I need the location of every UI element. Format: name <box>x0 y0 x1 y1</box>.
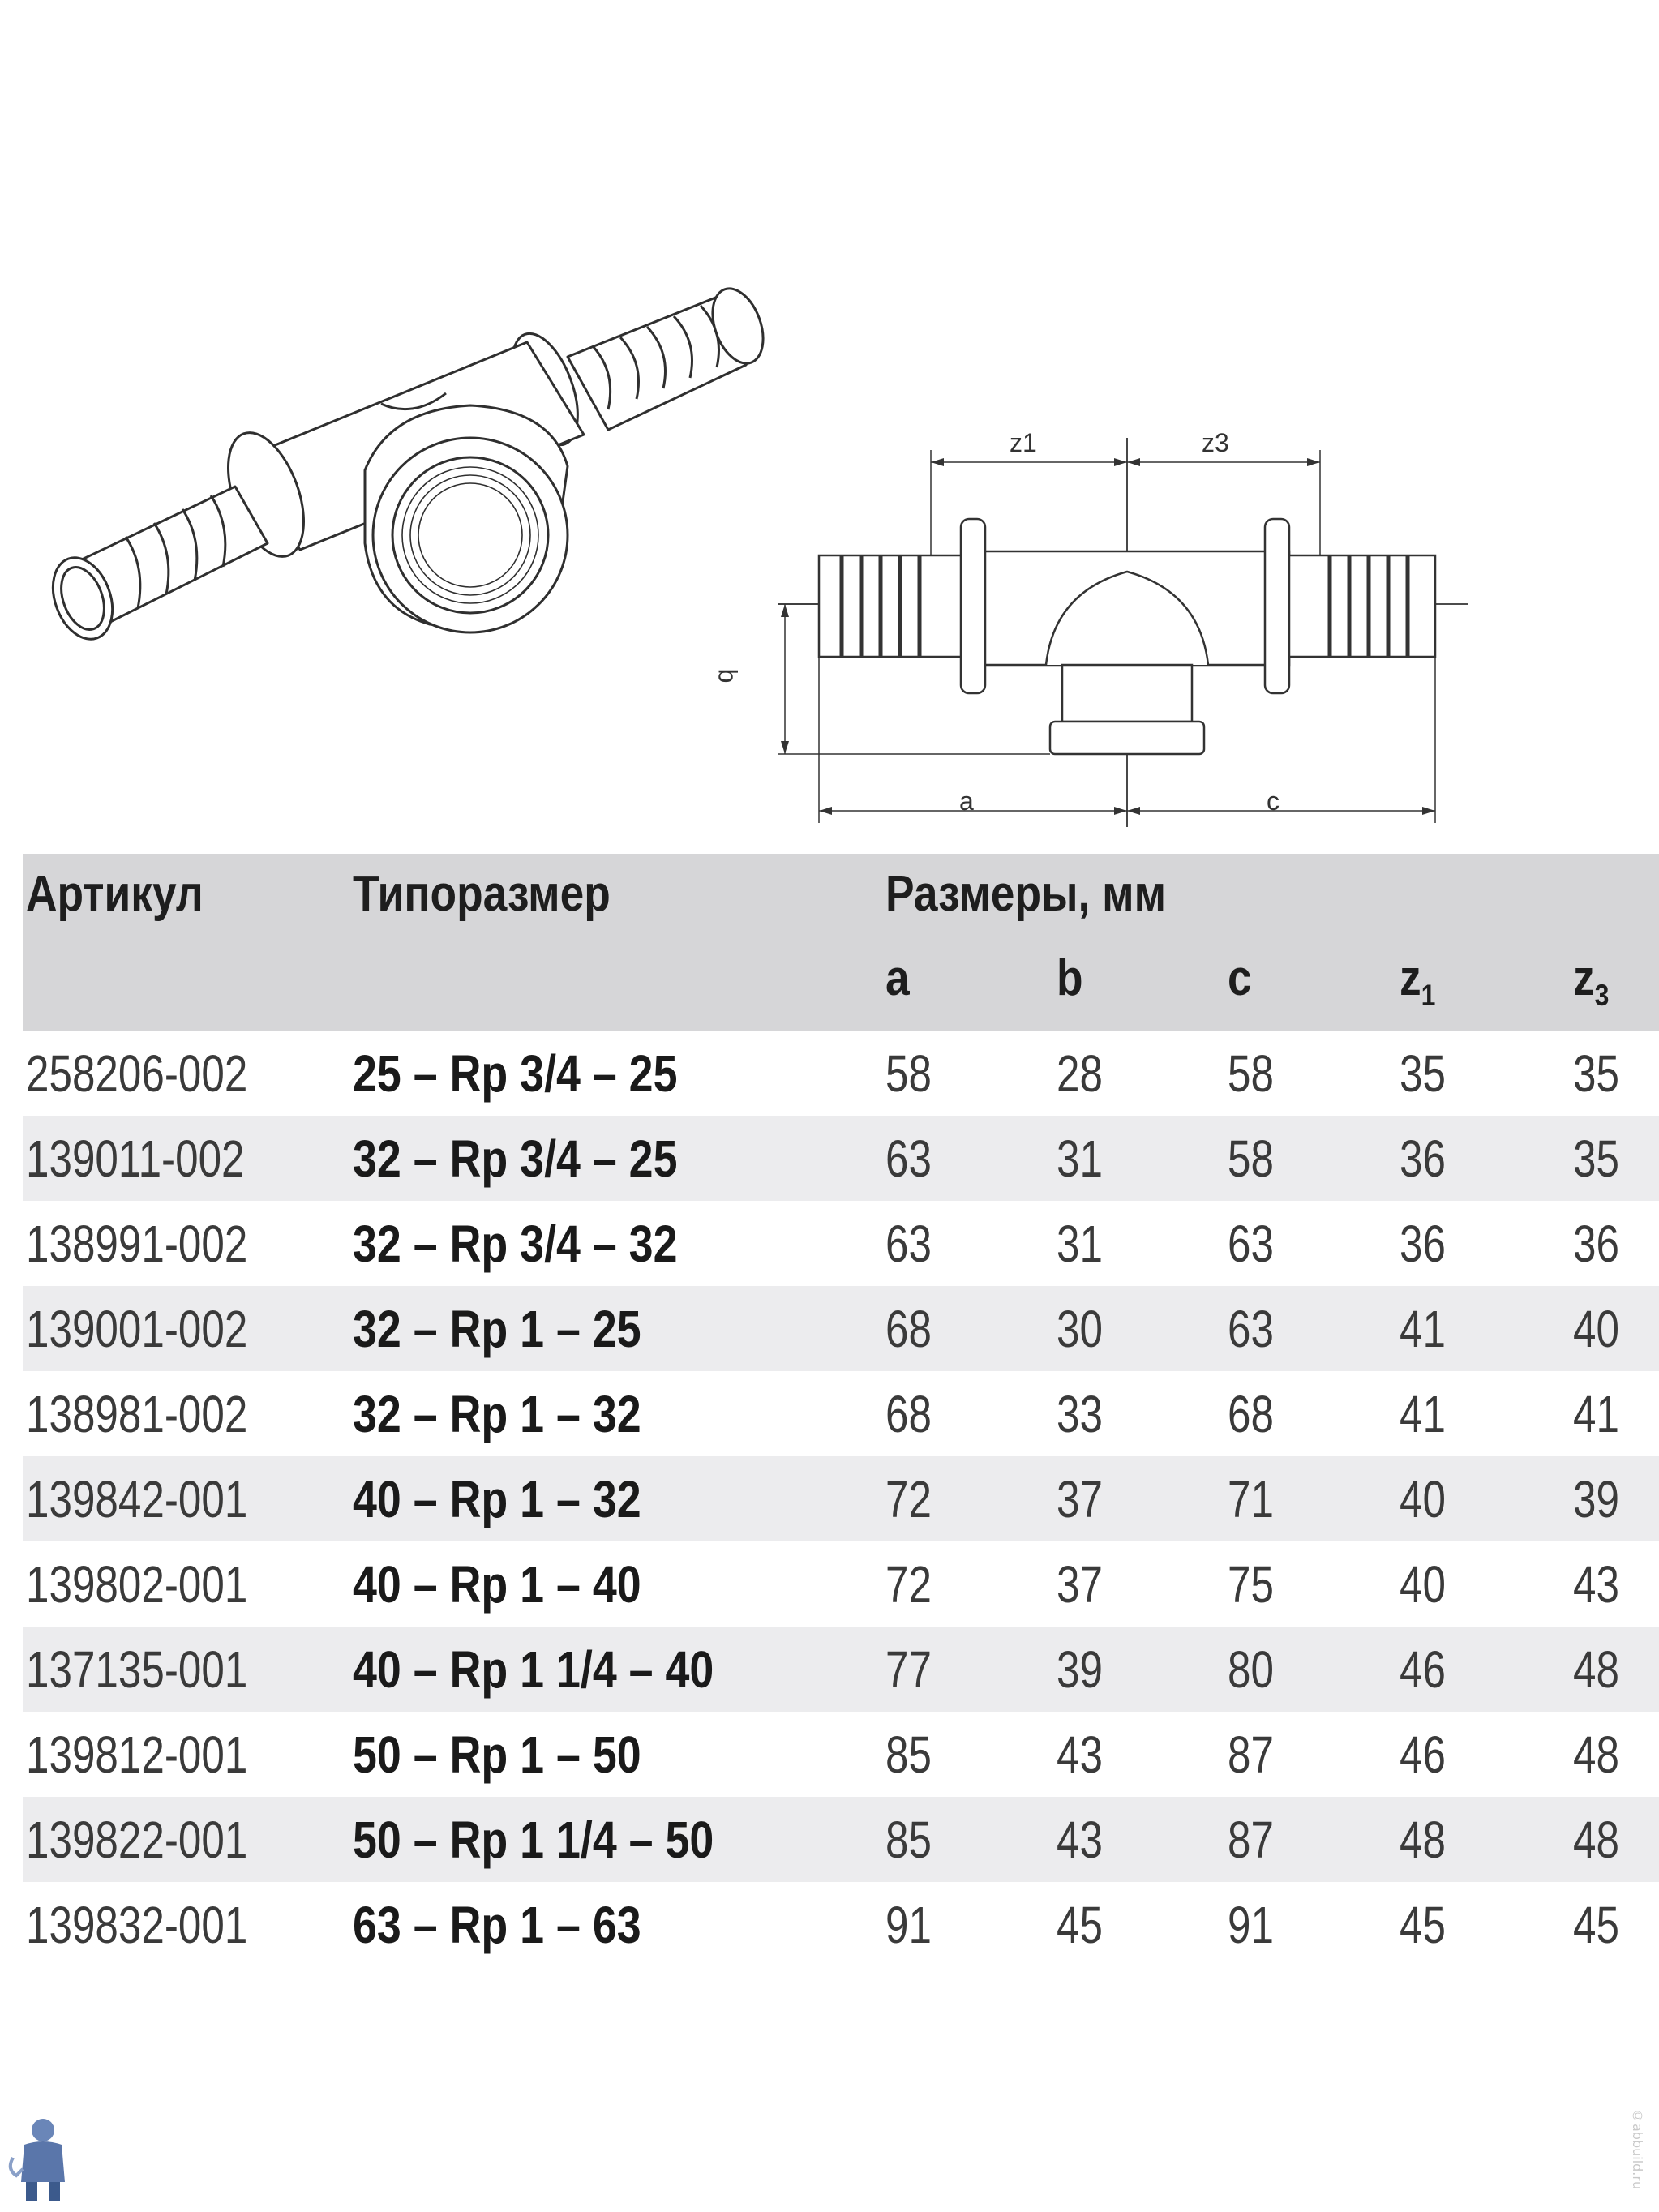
cell-z3: 43 <box>1573 1555 1619 1614</box>
cell-b: 31 <box>1057 1215 1103 1273</box>
cell-z3: 45 <box>1573 1896 1619 1954</box>
cell-b: 39 <box>1057 1640 1103 1699</box>
cell-z3: 48 <box>1573 1640 1619 1699</box>
cell-z3: 35 <box>1573 1130 1619 1188</box>
cell-c: 75 <box>1228 1555 1274 1614</box>
cell-z1: 40 <box>1400 1470 1446 1528</box>
header-c: c <box>1228 950 1252 1006</box>
cell-z1: 41 <box>1400 1300 1446 1358</box>
cell-a: 58 <box>885 1044 932 1103</box>
cell-size: 50 – Rp 1 1/4 – 50 <box>353 1811 714 1869</box>
cell-article: 139802-001 <box>26 1555 248 1614</box>
cell-b: 45 <box>1057 1896 1103 1954</box>
table-row <box>23 1541 1659 1627</box>
table-row <box>23 1712 1659 1797</box>
cell-b: 31 <box>1057 1130 1103 1188</box>
cell-a: 63 <box>885 1215 932 1273</box>
cell-b: 43 <box>1057 1725 1103 1784</box>
cell-size: 32 – Rp 1 – 25 <box>353 1300 641 1358</box>
cell-z1: 36 <box>1400 1130 1446 1188</box>
cell-article: 138981-002 <box>26 1385 248 1443</box>
cell-b: 30 <box>1057 1300 1103 1358</box>
cell-size: 40 – Rp 1 1/4 – 40 <box>353 1640 714 1699</box>
cell-z1: 46 <box>1400 1725 1446 1784</box>
cell-z1: 35 <box>1400 1044 1446 1103</box>
cell-a: 72 <box>885 1555 932 1614</box>
cell-a: 91 <box>885 1896 932 1954</box>
cell-article: 139001-002 <box>26 1300 248 1358</box>
cell-a: 85 <box>885 1811 932 1869</box>
table-row <box>23 1116 1659 1201</box>
tee-fitting-illustration <box>49 276 778 665</box>
table-row <box>23 1456 1659 1541</box>
dim-label-z1: z1 <box>1010 428 1037 457</box>
cell-c: 58 <box>1228 1044 1274 1103</box>
cell-z1: 46 <box>1400 1640 1446 1699</box>
cell-z3: 48 <box>1573 1811 1619 1869</box>
cell-a: 77 <box>885 1640 932 1699</box>
table-header <box>23 854 1659 1031</box>
cell-c: 63 <box>1228 1215 1274 1273</box>
cell-size: 32 – Rp 3/4 – 25 <box>353 1130 678 1188</box>
header-b: b <box>1057 950 1083 1006</box>
cell-z3: 35 <box>1573 1044 1619 1103</box>
cell-c: 87 <box>1228 1725 1274 1784</box>
cell-z3: 48 <box>1573 1725 1619 1784</box>
header-z3: $z_3$ <box>1573 950 1610 1013</box>
cell-article: 139812-001 <box>26 1725 248 1784</box>
cell-article: 139011-002 <box>26 1130 245 1188</box>
cell-c: 58 <box>1228 1130 1274 1188</box>
cell-z1: 36 <box>1400 1215 1446 1273</box>
header-a: a <box>885 950 910 1006</box>
cell-b: 28 <box>1057 1044 1103 1103</box>
watermark: ©abbuild.ru <box>1630 2108 1645 2190</box>
table-row <box>23 1201 1659 1286</box>
cell-z1: 41 <box>1400 1385 1446 1443</box>
header-size: Типоразмер <box>353 866 611 922</box>
dim-label-z3: z3 <box>1202 428 1229 457</box>
cell-c: 80 <box>1228 1640 1274 1699</box>
table-row <box>23 1627 1659 1712</box>
cell-a: 68 <box>885 1385 932 1443</box>
cell-article: 139832-001 <box>26 1896 248 1954</box>
cell-c: 68 <box>1228 1385 1274 1443</box>
cell-b: 43 <box>1057 1811 1103 1869</box>
cell-article: 137135-001 <box>26 1640 248 1699</box>
cell-c: 91 <box>1228 1896 1274 1954</box>
table-row <box>23 1371 1659 1456</box>
dim-label-c: c <box>1267 787 1280 816</box>
table-row <box>23 1286 1659 1371</box>
cell-article: 138991-002 <box>26 1215 248 1273</box>
cell-a: 72 <box>885 1470 932 1528</box>
table-row <box>23 1797 1659 1882</box>
cell-z1: 40 <box>1400 1555 1446 1614</box>
table-row <box>23 1882 1659 1967</box>
cell-article: 139842-001 <box>26 1470 248 1528</box>
spec-table <box>23 854 1659 1967</box>
cell-a: 68 <box>885 1300 932 1358</box>
table-row <box>23 1031 1659 1116</box>
cell-z1: 48 <box>1400 1811 1446 1869</box>
header-dimensions: Размеры, мм <box>885 866 1167 922</box>
cell-c: 87 <box>1228 1811 1274 1869</box>
cell-z3: 39 <box>1573 1470 1619 1528</box>
cell-b: 37 <box>1057 1470 1103 1528</box>
cell-size: 25 – Rp 3/4 – 25 <box>353 1044 678 1103</box>
cell-size: 32 – Rp 3/4 – 32 <box>353 1215 678 1273</box>
cell-article: 258206-002 <box>26 1044 248 1103</box>
cell-a: 63 <box>885 1130 932 1188</box>
plumber-logo-icon <box>6 2112 79 2206</box>
cell-b: 37 <box>1057 1555 1103 1614</box>
cell-z3: 40 <box>1573 1300 1619 1358</box>
cell-a: 85 <box>885 1725 932 1784</box>
cell-size: 50 – Rp 1 – 50 <box>353 1725 641 1784</box>
cell-c: 63 <box>1228 1300 1274 1358</box>
technical-drawing <box>778 405 1468 835</box>
header-article: Артикул <box>26 866 204 922</box>
cell-z3: 36 <box>1573 1215 1619 1273</box>
cell-c: 71 <box>1228 1470 1274 1528</box>
cell-size: 63 – Rp 1 – 63 <box>353 1896 641 1954</box>
cell-b: 33 <box>1057 1385 1103 1443</box>
cell-size: 40 – Rp 1 – 32 <box>353 1470 641 1528</box>
cell-z1: 45 <box>1400 1896 1446 1954</box>
dim-label-b: b <box>713 668 743 684</box>
header-z1: $z_1$ <box>1400 950 1436 1013</box>
cell-z3: 41 <box>1573 1385 1619 1443</box>
table-body <box>23 1031 1659 1967</box>
cell-size: 32 – Rp 1 – 32 <box>353 1385 641 1443</box>
cell-size: 40 – Rp 1 – 40 <box>353 1555 641 1614</box>
cell-article: 139822-001 <box>26 1811 248 1869</box>
dim-label-a: a <box>959 787 974 816</box>
